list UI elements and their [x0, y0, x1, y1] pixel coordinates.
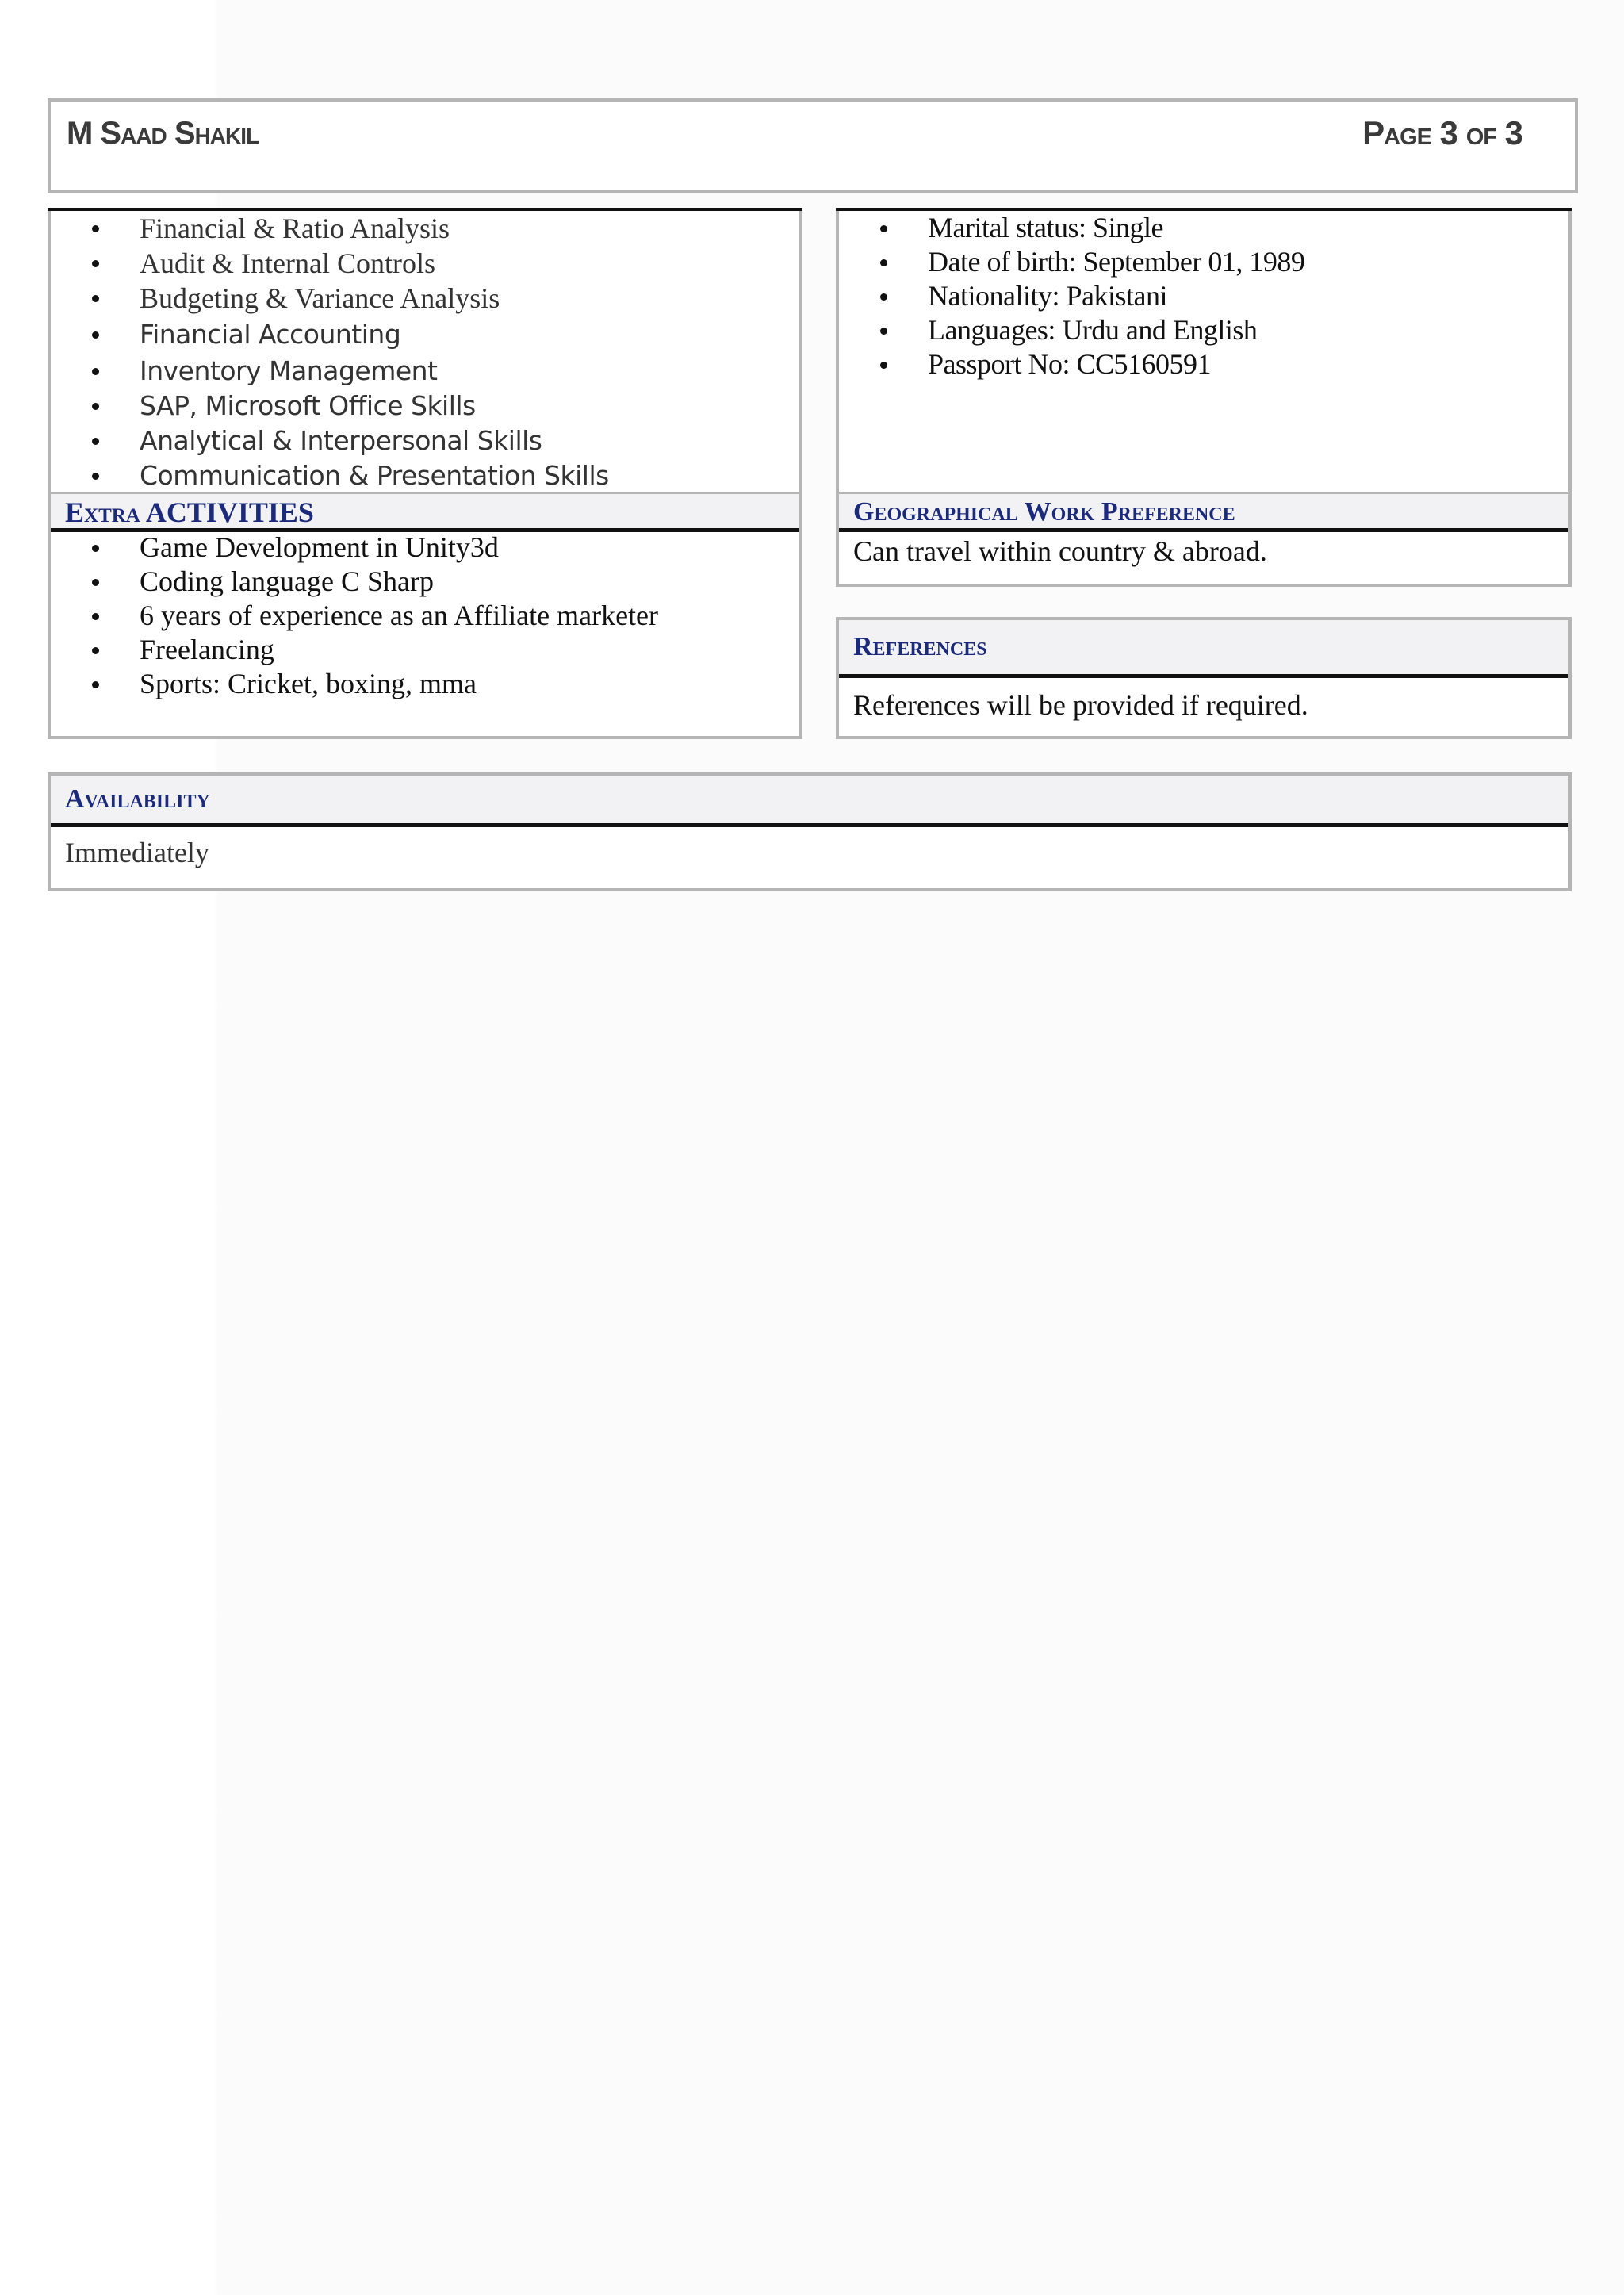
list-item: Sports: Cricket, boxing, mma: [51, 667, 799, 701]
list-item: Passport No: CC5160591: [839, 347, 1568, 381]
list-item: Audit & Internal Controls: [51, 246, 799, 281]
list-item: Date of birth: September 01, 1989: [839, 245, 1568, 279]
personal-info-list: [839, 211, 1568, 381]
list-item: 6 years of experience as an Affiliate marketer: [51, 599, 799, 633]
geo-preference-text: Can travel within country & abroad.: [853, 535, 1267, 567]
list-item: SAP, Microsoft Office Skills: [51, 389, 799, 423]
candidate-name: M Saad Shakil: [67, 116, 259, 151]
references-text: References will be provided if required.: [853, 689, 1308, 721]
list-item: Nationality: Pakistani: [839, 279, 1568, 313]
list-item: Freelancing: [51, 633, 799, 667]
page-number: Page 3 of 3: [1362, 114, 1522, 151]
list-item: Financial Accounting: [51, 316, 799, 354]
availability-box: [48, 772, 1572, 891]
references-box: [836, 617, 1572, 739]
list-item: Inventory Management: [51, 354, 799, 389]
availability-text: Immediately: [65, 837, 209, 868]
list-item: Coding language C Sharp: [51, 565, 799, 599]
list-item: Budgeting & Variance Analysis: [51, 281, 799, 316]
list-item: Financial & Ratio Analysis: [51, 211, 799, 246]
personal-info-box: [836, 208, 1572, 587]
geo-preference-heading: Geographical Work Preference: [839, 492, 1568, 528]
extra-activities-heading: Extra ACTIVITIES: [51, 492, 799, 528]
list-item: Analytical & Interpersonal Skills: [51, 423, 799, 458]
page-header: [48, 98, 1578, 193]
availability-heading: Availability: [51, 776, 1568, 823]
list-item: Game Development in Unity3d: [51, 531, 799, 565]
section-divider: [839, 528, 1568, 532]
section-divider: [51, 823, 1568, 827]
references-heading: References: [839, 620, 1568, 674]
list-item: Languages: Urdu and English: [839, 313, 1568, 347]
list-item: Marital status: Single: [839, 211, 1568, 245]
section-divider: [839, 674, 1568, 678]
extra-activities-list: [51, 531, 799, 701]
skills-activities-box: [48, 208, 802, 739]
skills-list: [51, 211, 799, 493]
list-item: Communication & Presentation Skills: [51, 458, 799, 493]
